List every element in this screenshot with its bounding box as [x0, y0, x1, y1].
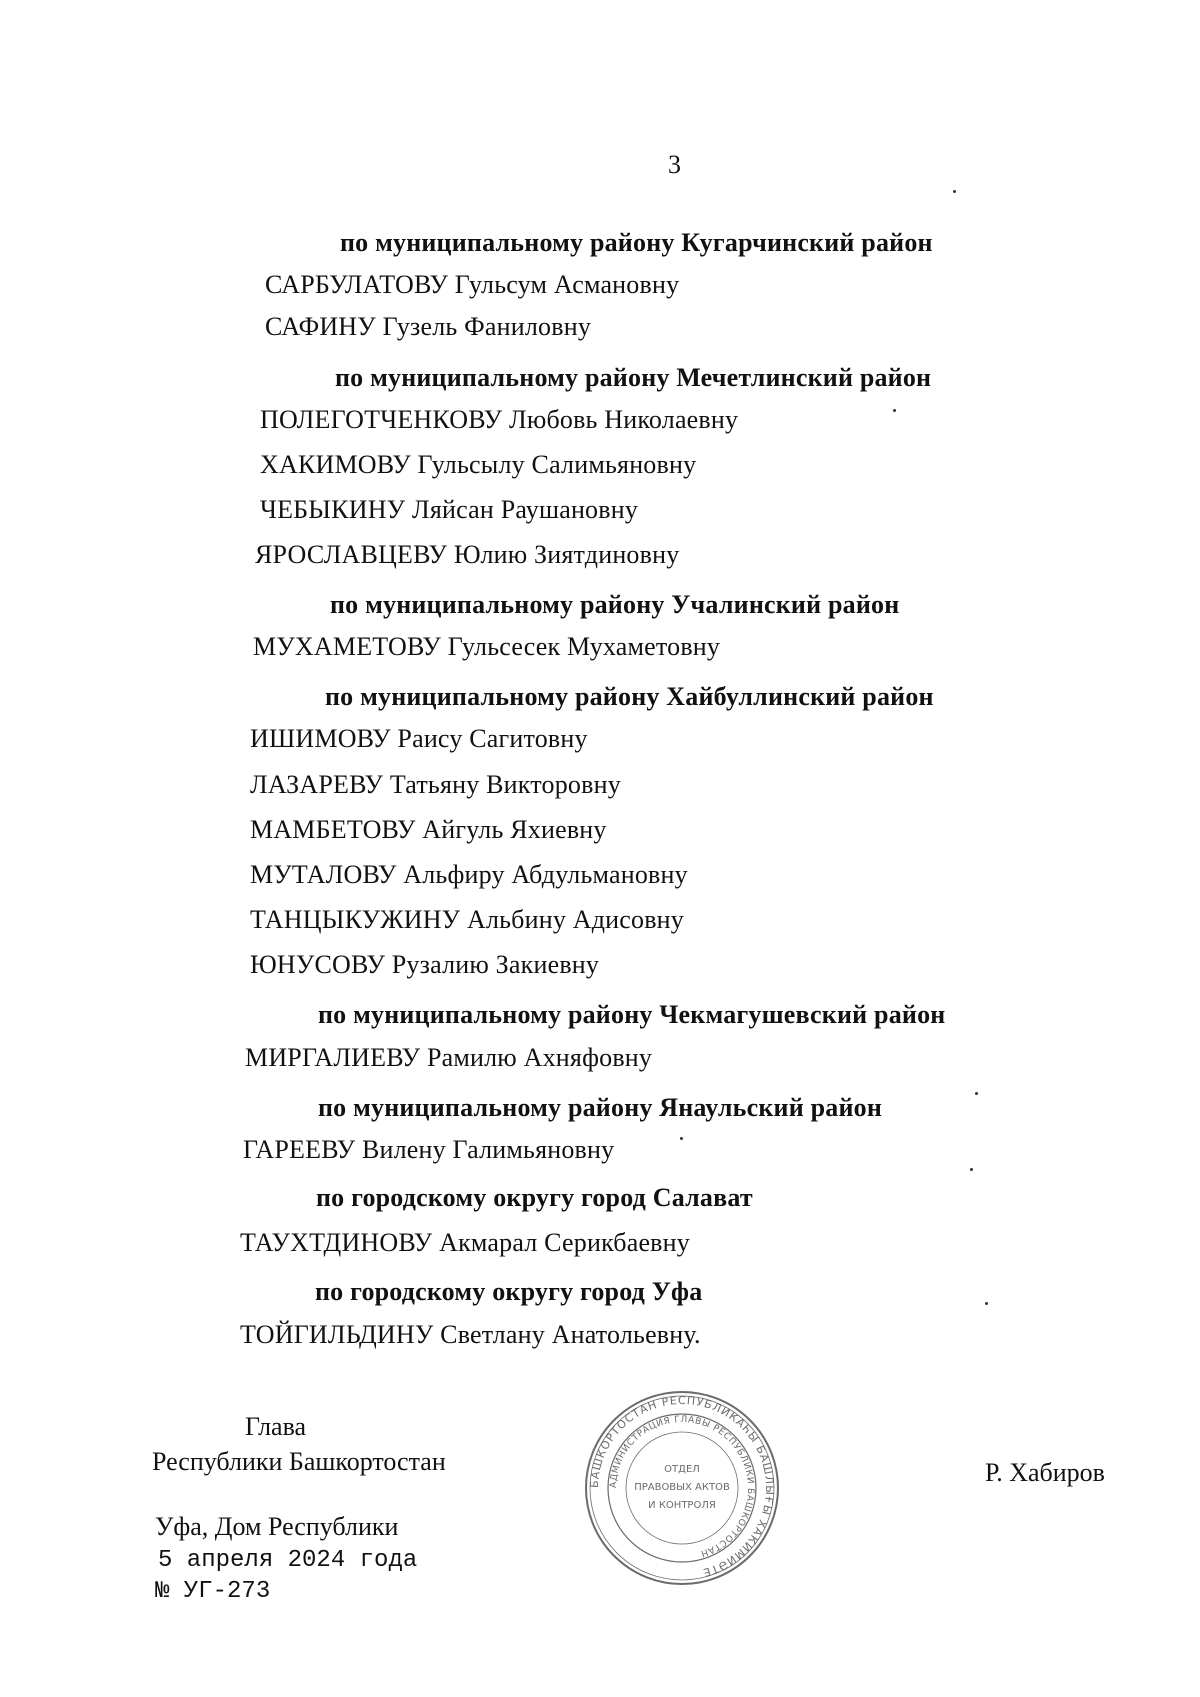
- official-seal-stamp: [582, 1388, 782, 1588]
- district-heading: по муниципальному району Кугарчинский район: [340, 228, 933, 257]
- scan-speck: [970, 1168, 973, 1171]
- person-name: ТАУХТДИНОВУ Акмарал Серикбаевну: [240, 1228, 690, 1257]
- person-name: ЛАЗАРЕВУ Татьяну Викторовну: [250, 770, 621, 799]
- scan-speck: [975, 1092, 978, 1095]
- scan-speck: [953, 190, 956, 193]
- issue-date: 5 апреля 2024 года: [158, 1547, 418, 1574]
- seal-outer-text: БАШКОРТОСТАН РЕСПУБЛИКАҺЫ БАШЛЫҒЫ ХАКИМИӘТЕ: [587, 1393, 777, 1580]
- district-heading: по муниципальному району Мечетлинский район: [335, 363, 932, 392]
- person-name: ГАРЕЕВУ Вилену Галимьяновну: [243, 1135, 615, 1164]
- seal-center-line2: ПРАВОВЫХ АКТОВ: [634, 1482, 730, 1493]
- scan-speck: [893, 409, 896, 412]
- person-name: ХАКИМОВУ Гульсылу Салимьяновну: [260, 450, 697, 479]
- signatory-title-line2: Республики Башкортостан: [152, 1447, 446, 1476]
- person-name: ПОЛЕГОТЧЕНКОВУ Любовь Николаевну: [260, 405, 739, 434]
- document-number: № УГ-273: [155, 1578, 271, 1605]
- issue-place: Уфа, Дом Республики: [155, 1512, 399, 1541]
- seal-center-line3: И КОНТРОЛЯ: [648, 1500, 716, 1511]
- person-name: САФИНУ Гузель Фаниловну: [265, 312, 592, 341]
- person-name: ИШИМОВУ Раису Сагитовну: [250, 724, 588, 753]
- seal-center-line1: ОТДЕЛ: [664, 1464, 700, 1475]
- person-name: МИРГАЛИЕВУ Рамилю Ахняфовну: [245, 1043, 653, 1072]
- district-heading: по муниципальному району Чекмагушевский район: [318, 1000, 946, 1029]
- person-name: ЮНУСОВУ Рузалию Закиевну: [250, 950, 600, 979]
- person-name: ТОЙГИЛЬДИНУ Светлану Анатольевну.: [240, 1320, 701, 1349]
- signatory-title-line1: Глава: [245, 1412, 307, 1441]
- person-name: ТАНЦЫКУЖИНУ Альбину Адисовну: [250, 905, 684, 934]
- district-heading: по муниципальному району Учалинский район: [330, 590, 900, 619]
- district-heading: по муниципальному району Хайбуллинский район: [325, 682, 934, 711]
- scan-speck: [985, 1302, 988, 1305]
- district-heading: по городскому округу город Салават: [316, 1183, 753, 1212]
- page-number: 3: [668, 150, 681, 179]
- person-name: ЧЕБЫКИНУ Ляйсан Раушановну: [260, 495, 639, 524]
- district-heading: по муниципальному району Янаульский район: [318, 1093, 883, 1122]
- district-heading: по городскому округу город Уфа: [315, 1277, 703, 1306]
- signatory-name: Р. Хабиров: [985, 1458, 1105, 1487]
- person-name: САРБУЛАТОВУ Гульсум Асмановну: [265, 270, 680, 299]
- person-name: ЯРОСЛАВЦЕВУ Юлию Зиятдиновну: [255, 540, 680, 569]
- person-name: МУХАМЕТОВУ Гульсесек Мухаметовну: [253, 632, 721, 661]
- seal-inner-text: АДМИНИСТРАЦИЯ ГЛАВЫ РЕСПУБЛИКИ БАШКОРТОСТАН: [608, 1414, 756, 1559]
- person-name: МАМБЕТОВУ Айгуль Яхиевну: [250, 815, 607, 844]
- scan-speck: [680, 1137, 683, 1140]
- person-name: МУТАЛОВУ Альфиру Абдульмановну: [250, 860, 688, 889]
